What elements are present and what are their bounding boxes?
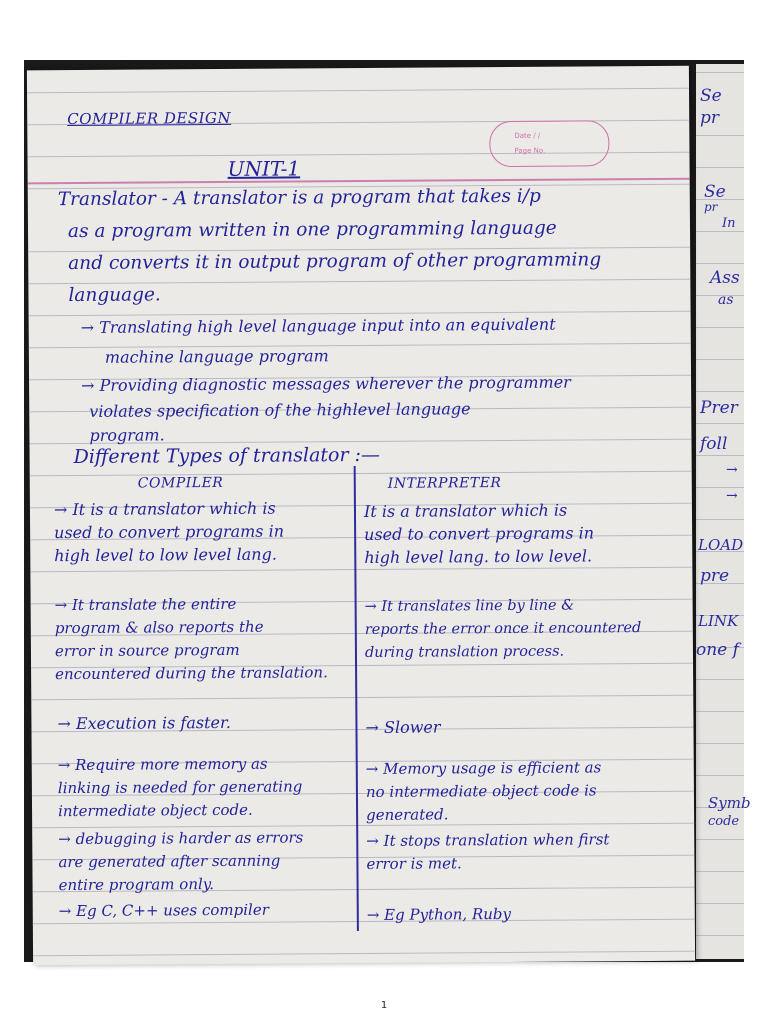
- cell-line: reports the error once it encountered: [364, 620, 642, 638]
- next-page-fragment: pre: [700, 566, 730, 586]
- notebook-photo: [24, 60, 751, 962]
- cell-line: → It translate the entire: [54, 594, 237, 615]
- cell-line: program & also reports the: [54, 617, 264, 638]
- next-page-fragment: LINK: [698, 612, 739, 630]
- compiler-cell: [59, 899, 269, 923]
- intro-bullet: → Translating high level language input into an equivalent: [80, 314, 556, 337]
- page-number: 1: [380, 1000, 388, 1011]
- next-page-fragment: pr: [704, 200, 718, 214]
- next-page-fragment: Se: [704, 182, 726, 202]
- cell-line: error is met.: [366, 854, 462, 873]
- cell-line: It is a translator which is: [363, 500, 568, 521]
- compiler-cell: [55, 592, 328, 686]
- interpreter-cell: [367, 903, 511, 927]
- cell-line: error in source program: [54, 640, 240, 661]
- cell-line: during translation process.: [364, 643, 565, 661]
- next-page-fragment: foll: [700, 434, 728, 454]
- next-page-fragment: Se: [700, 86, 722, 106]
- next-page-fragment: as: [718, 292, 734, 308]
- intro-line: and converts it in output program of other programming: [68, 249, 602, 275]
- intro-bullet-continued: program.: [89, 425, 165, 445]
- compiler-cell: [58, 826, 304, 897]
- cell-line: → Slower: [365, 717, 441, 737]
- stamp-page-label: Page No.: [514, 146, 546, 155]
- column-divider: [354, 466, 359, 931]
- cell-line: → Eg Python, Ruby: [366, 904, 512, 924]
- intro-line: language.: [68, 284, 161, 307]
- cell-line: high level lang. to low level.: [364, 546, 593, 567]
- compiler-cell: [54, 497, 284, 568]
- cell-line: used to convert programs in: [54, 521, 285, 543]
- cell-line: high level to low level lang.: [54, 544, 277, 566]
- interpreter-column-heading: INTERPRETER: [387, 475, 502, 492]
- adjacent-page: [696, 64, 751, 959]
- comparison-title: Different Types of translator :—: [73, 443, 381, 469]
- cell-line: → It is a translator which is: [53, 498, 276, 520]
- interpreter-cell: [365, 594, 642, 665]
- cell-line: → It translates line by line &: [364, 597, 575, 615]
- next-page-fragment: Prer: [700, 398, 738, 418]
- cell-line: entire program only.: [58, 875, 215, 895]
- compiler-column-heading: COMPILER: [137, 474, 224, 492]
- cell-line: used to convert programs in: [364, 523, 595, 544]
- next-page-fragment: LOAD: [698, 536, 744, 554]
- cell-line: no intermediate object code is: [365, 781, 597, 801]
- cell-line: → debugging is harder as errors: [58, 828, 304, 849]
- subject-heading: COMPILER DESIGN: [67, 108, 232, 129]
- cell-line: intermediate object code.: [57, 800, 253, 821]
- next-page-fragment: code: [708, 814, 740, 829]
- next-page-fragment: →: [726, 488, 738, 504]
- cell-line: generated.: [366, 805, 449, 824]
- cell-line: → It stops translation when first: [366, 830, 610, 850]
- next-page-fragment: Ass: [710, 268, 740, 288]
- next-page-fragment: →: [726, 462, 738, 478]
- interpreter-cell: [365, 715, 440, 739]
- cell-line: → Memory usage is efficient as: [365, 758, 602, 778]
- next-page-fragment: pr: [700, 108, 720, 128]
- intro-line: Translator - A translator is a program that takes i/p: [57, 185, 541, 211]
- stamp-date-label: Date / /: [514, 131, 541, 140]
- cell-line: linking is needed for generating: [57, 777, 303, 798]
- next-page-fragment: In: [722, 216, 736, 231]
- next-page-fragment: Symb: [708, 794, 751, 812]
- interpreter-cell: [366, 828, 609, 876]
- cell-line: → Eg C, C++ uses compiler: [58, 900, 269, 921]
- cell-line: are generated after scanning: [58, 851, 281, 872]
- unit-heading: UNIT-1: [227, 156, 301, 181]
- date-page-stamp: [489, 120, 609, 167]
- compiler-cell: [57, 711, 231, 735]
- next-page-fragment: one f: [696, 640, 739, 660]
- intro-line: as a program written in one programming language: [67, 217, 557, 243]
- compiler-cell: [58, 752, 303, 823]
- intro-bullet-continued: machine language program: [104, 346, 329, 367]
- cell-line: → Require more memory as: [57, 754, 268, 775]
- interpreter-cell: [364, 498, 594, 569]
- intro-bullet: → Providing diagnostic messages wherever the programmer: [81, 372, 571, 395]
- cell-line: → Execution is faster.: [57, 712, 231, 734]
- cell-line: encountered during the translation.: [55, 663, 328, 684]
- intro-bullet-continued: violates specification of the highlevel language: [89, 399, 471, 421]
- notebook-page: [27, 66, 695, 966]
- interpreter-cell: [366, 756, 602, 827]
